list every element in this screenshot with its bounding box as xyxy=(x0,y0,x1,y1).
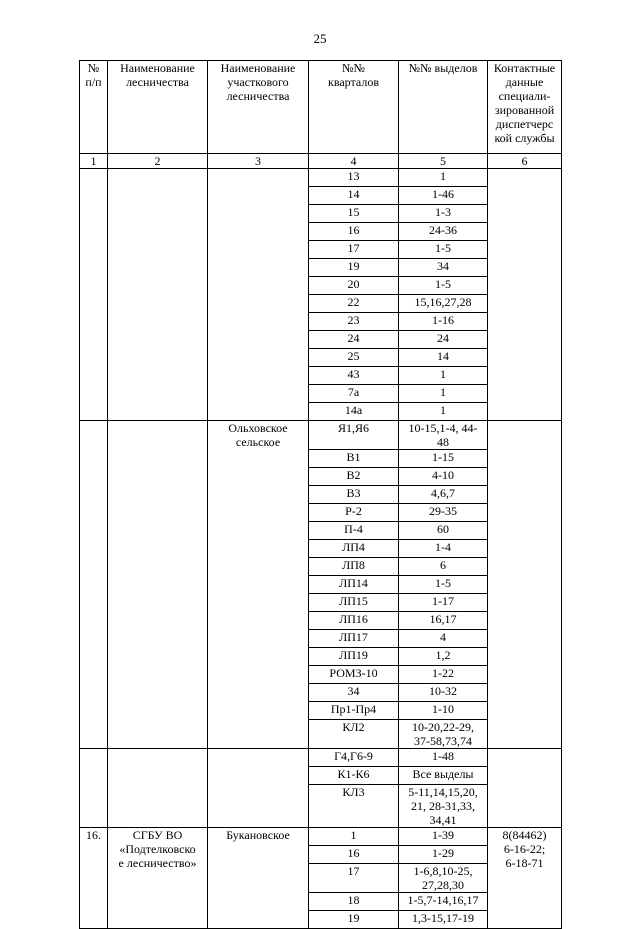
kvartal-cell: П-4 xyxy=(309,522,399,540)
table-row xyxy=(80,421,562,450)
kvartal-cell: К1-К6 xyxy=(309,767,399,785)
vydely-cell xyxy=(399,468,488,486)
vydely-cell xyxy=(399,594,488,612)
cell-line: 1-15 xyxy=(432,450,454,464)
vydely-cell xyxy=(399,403,488,421)
cell-line: Все выделы xyxy=(412,767,474,781)
kvartal-cell: 17 xyxy=(309,241,399,259)
page-number: 25 xyxy=(313,31,327,46)
vydely-cell xyxy=(399,241,488,259)
kvartal-cell: 14 xyxy=(309,187,399,205)
vydely-cell xyxy=(399,223,488,241)
kvartal-cell: ЛП19 xyxy=(309,648,399,666)
cell-line: Букановское xyxy=(226,828,290,842)
column-number: 3 xyxy=(208,154,309,169)
vydely-cell xyxy=(399,313,488,331)
cell-line: 29-35 xyxy=(429,504,457,518)
cell-line: Ольховское xyxy=(228,421,288,435)
kvartal-cell: 20 xyxy=(309,277,399,295)
vydely-cell xyxy=(399,864,488,893)
cell-line: 1-48 xyxy=(432,749,454,763)
kvartal-cell: ЛП4 xyxy=(309,540,399,558)
cell-line: 6 xyxy=(440,558,446,572)
header-contacts xyxy=(488,61,562,154)
lesnichestvo-cell xyxy=(108,421,208,749)
kvartal-cell: В1 xyxy=(309,450,399,468)
kvartal-cell: Я1,Я6 xyxy=(309,421,399,450)
cell-line: 37-58,73,74 xyxy=(414,734,472,748)
cell-line: Контактные xyxy=(493,61,556,75)
lesnichestvo-cell xyxy=(108,169,208,421)
vydely-cell xyxy=(399,911,488,929)
kvartal-cell: 25 xyxy=(309,349,399,367)
cell-line: 1,3-15,17-19 xyxy=(412,911,474,925)
cell-line: №№ xyxy=(342,61,365,75)
cell-line: 1-10 xyxy=(432,702,454,716)
cell-line: 10-32 xyxy=(429,684,457,698)
contacts-cell xyxy=(488,828,562,929)
cell-line: 1-5,7-14,16,17 xyxy=(407,893,479,907)
vydely-cell xyxy=(399,720,488,749)
cell-line: 15,16,27,28 xyxy=(414,295,472,309)
cell-line: 1-5 xyxy=(435,277,451,291)
vydely-cell xyxy=(399,846,488,864)
vydely-cell xyxy=(399,367,488,385)
kvartal-cell: 34 xyxy=(309,684,399,702)
cell-line: 1-4 xyxy=(435,540,451,554)
cell-line: Наименование xyxy=(120,61,195,75)
cell-line: 5-11,14,15,20, xyxy=(408,785,478,799)
kvartal-cell: КЛ2 xyxy=(309,720,399,749)
row-number-cell xyxy=(80,828,108,929)
cell-line: п/п xyxy=(85,75,102,89)
kvartal-cell: 16 xyxy=(309,223,399,241)
uchastok-cell xyxy=(208,169,309,421)
vydely-cell xyxy=(399,612,488,630)
vydely-cell xyxy=(399,421,488,450)
kvartal-cell: 24 xyxy=(309,331,399,349)
cell-line: 1-5 xyxy=(435,241,451,255)
vydely-cell xyxy=(399,828,488,846)
kvartal-cell: ЛП8 xyxy=(309,558,399,576)
vydely-cell xyxy=(399,702,488,720)
kvartal-cell: 43 xyxy=(309,367,399,385)
vydely-cell xyxy=(399,893,488,911)
cell-line: 21, 28-31,33, xyxy=(411,799,475,813)
kvartal-cell: 7а xyxy=(309,385,399,403)
vydely-cell xyxy=(399,684,488,702)
cell-line: 1-5 xyxy=(435,576,451,590)
kvartal-cell: ЛП14 xyxy=(309,576,399,594)
vydely-cell xyxy=(399,504,488,522)
header-uchastok xyxy=(208,61,309,154)
cell-line: 34,41 xyxy=(429,813,457,827)
table-row xyxy=(80,169,562,187)
cell-line: СГБУ ВО xyxy=(132,828,183,842)
cell-line: «Подтелковско xyxy=(119,842,196,856)
header-row xyxy=(80,61,562,154)
vydely-cell xyxy=(399,187,488,205)
uchastok-cell xyxy=(208,421,309,749)
contacts-cell xyxy=(488,421,562,749)
column-number: 1 xyxy=(80,154,108,169)
cell-line: 14 xyxy=(437,349,449,363)
header-num xyxy=(80,61,108,154)
vydely-cell xyxy=(399,522,488,540)
cell-line: 60 xyxy=(437,522,449,536)
cell-line: 1-46 xyxy=(432,187,454,201)
cell-line: 1,2 xyxy=(435,648,451,662)
vydely-cell xyxy=(399,259,488,277)
cell-line: 1 xyxy=(440,367,446,381)
kvartal-cell: ЛП17 xyxy=(309,630,399,648)
header-vydely xyxy=(399,61,488,154)
cell-line: кой службы xyxy=(494,131,555,145)
cell-line: лесничества xyxy=(126,75,189,89)
vydely-cell xyxy=(399,648,488,666)
column-number-row xyxy=(80,154,562,169)
cell-line: лесничества xyxy=(226,89,290,103)
vydely-cell xyxy=(399,785,488,828)
kvartal-cell: 23 xyxy=(309,313,399,331)
cell-line: 27,28,30 xyxy=(422,878,464,892)
row-number-cell xyxy=(80,169,108,421)
cell-line: е лесничество» xyxy=(118,856,197,870)
kvartal-cell: 1 xyxy=(309,828,399,846)
vydely-cell xyxy=(399,558,488,576)
cell-line: сельское xyxy=(235,435,281,449)
vydely-cell xyxy=(399,385,488,403)
vydely-cell xyxy=(399,576,488,594)
cell-line: 24-36 xyxy=(429,223,457,237)
header-lesnichestvo xyxy=(108,61,208,154)
column-number: 2 xyxy=(108,154,208,169)
vydely-cell xyxy=(399,666,488,684)
cell-line: участкового xyxy=(227,75,289,89)
cell-line: 1-3 xyxy=(435,205,451,219)
kvartal-cell: 22 xyxy=(309,295,399,313)
contacts-cell xyxy=(488,169,562,421)
cell-line: №№ выделов xyxy=(408,61,478,75)
kvartal-cell: РОМЗ-10 xyxy=(309,666,399,684)
cell-line: 1 xyxy=(440,169,446,183)
cell-line: 1-17 xyxy=(432,594,454,608)
cell-line: 1-39 xyxy=(432,828,454,842)
row-number-cell xyxy=(80,749,108,828)
kvartal-cell: 14а xyxy=(309,403,399,421)
kvartal-cell: 13 xyxy=(309,169,399,187)
kvartal-cell: КЛ3 xyxy=(309,785,399,828)
vydely-cell xyxy=(399,205,488,223)
cell-line: 48 xyxy=(437,435,449,449)
kvartal-cell: 18 xyxy=(309,893,399,911)
kvartal-cell: В2 xyxy=(309,468,399,486)
table-row xyxy=(80,828,562,846)
kvartal-cell: Р-2 xyxy=(309,504,399,522)
vydely-cell xyxy=(399,331,488,349)
cell-line: диспетчерс xyxy=(495,117,554,131)
cell-line: 1 xyxy=(440,385,446,399)
kvartal-cell: 19 xyxy=(309,911,399,929)
cell-line: 1-22 xyxy=(432,666,454,680)
cell-line: № xyxy=(87,61,100,75)
vydely-cell xyxy=(399,630,488,648)
cell-line: 1-29 xyxy=(432,846,454,860)
lesnichestvo-cell xyxy=(108,749,208,828)
lesnichestvo-cell xyxy=(108,828,208,929)
forestry-table xyxy=(79,60,562,929)
kvartal-cell: 15 xyxy=(309,205,399,223)
cell-line: 16,17 xyxy=(429,612,457,626)
vydely-cell xyxy=(399,450,488,468)
kvartal-cell: ЛП16 xyxy=(309,612,399,630)
row-number-cell xyxy=(80,421,108,749)
header-kvartaly xyxy=(309,61,399,154)
cell-line: 4-10 xyxy=(432,468,454,482)
cell-line: 10-15,1-4, 44- xyxy=(408,421,478,435)
kvartal-cell: ЛП15 xyxy=(309,594,399,612)
cell-line: 24 xyxy=(437,331,449,345)
vydely-cell xyxy=(399,486,488,504)
cell-line: Наименование xyxy=(220,61,296,75)
column-number: 6 xyxy=(488,154,562,169)
vydely-cell xyxy=(399,349,488,367)
kvartal-cell: 17 xyxy=(309,864,399,893)
vydely-cell xyxy=(399,767,488,785)
table-row xyxy=(80,749,562,767)
kvartal-cell: 19 xyxy=(309,259,399,277)
column-number: 4 xyxy=(309,154,399,169)
uchastok-cell xyxy=(208,749,309,828)
vydely-cell xyxy=(399,749,488,767)
cell-line: 6-16-22; xyxy=(503,842,546,856)
vydely-cell xyxy=(399,277,488,295)
cell-line: 1-6,8,10-25, xyxy=(413,864,473,878)
kvartal-cell: В3 xyxy=(309,486,399,504)
kvartal-cell: 16 xyxy=(309,846,399,864)
cell-line: кварталов xyxy=(328,75,379,89)
column-number: 5 xyxy=(399,154,488,169)
cell-line: 1-16 xyxy=(432,313,454,327)
vydely-cell xyxy=(399,169,488,187)
cell-line: 4 xyxy=(440,630,446,644)
cell-line: данные xyxy=(505,75,544,89)
uchastok-cell xyxy=(208,828,309,929)
cell-line: зированной xyxy=(494,103,555,117)
kvartal-cell: Г4,Г6-9 xyxy=(309,749,399,767)
cell-line: 1 xyxy=(440,403,446,417)
cell-line: 34 xyxy=(437,259,449,273)
cell-line: 10-20,22-29, xyxy=(412,720,474,734)
vydely-cell xyxy=(399,540,488,558)
kvartal-cell: Пр1-Пр4 xyxy=(309,702,399,720)
cell-line: 6-18-71 xyxy=(505,856,544,870)
cell-line: специали- xyxy=(498,89,551,103)
contacts-cell xyxy=(488,749,562,828)
row-number: 16. xyxy=(86,828,101,842)
cell-line: 4,6,7 xyxy=(431,486,455,500)
vydely-cell xyxy=(399,295,488,313)
cell-line: 8(84462) xyxy=(502,828,547,842)
